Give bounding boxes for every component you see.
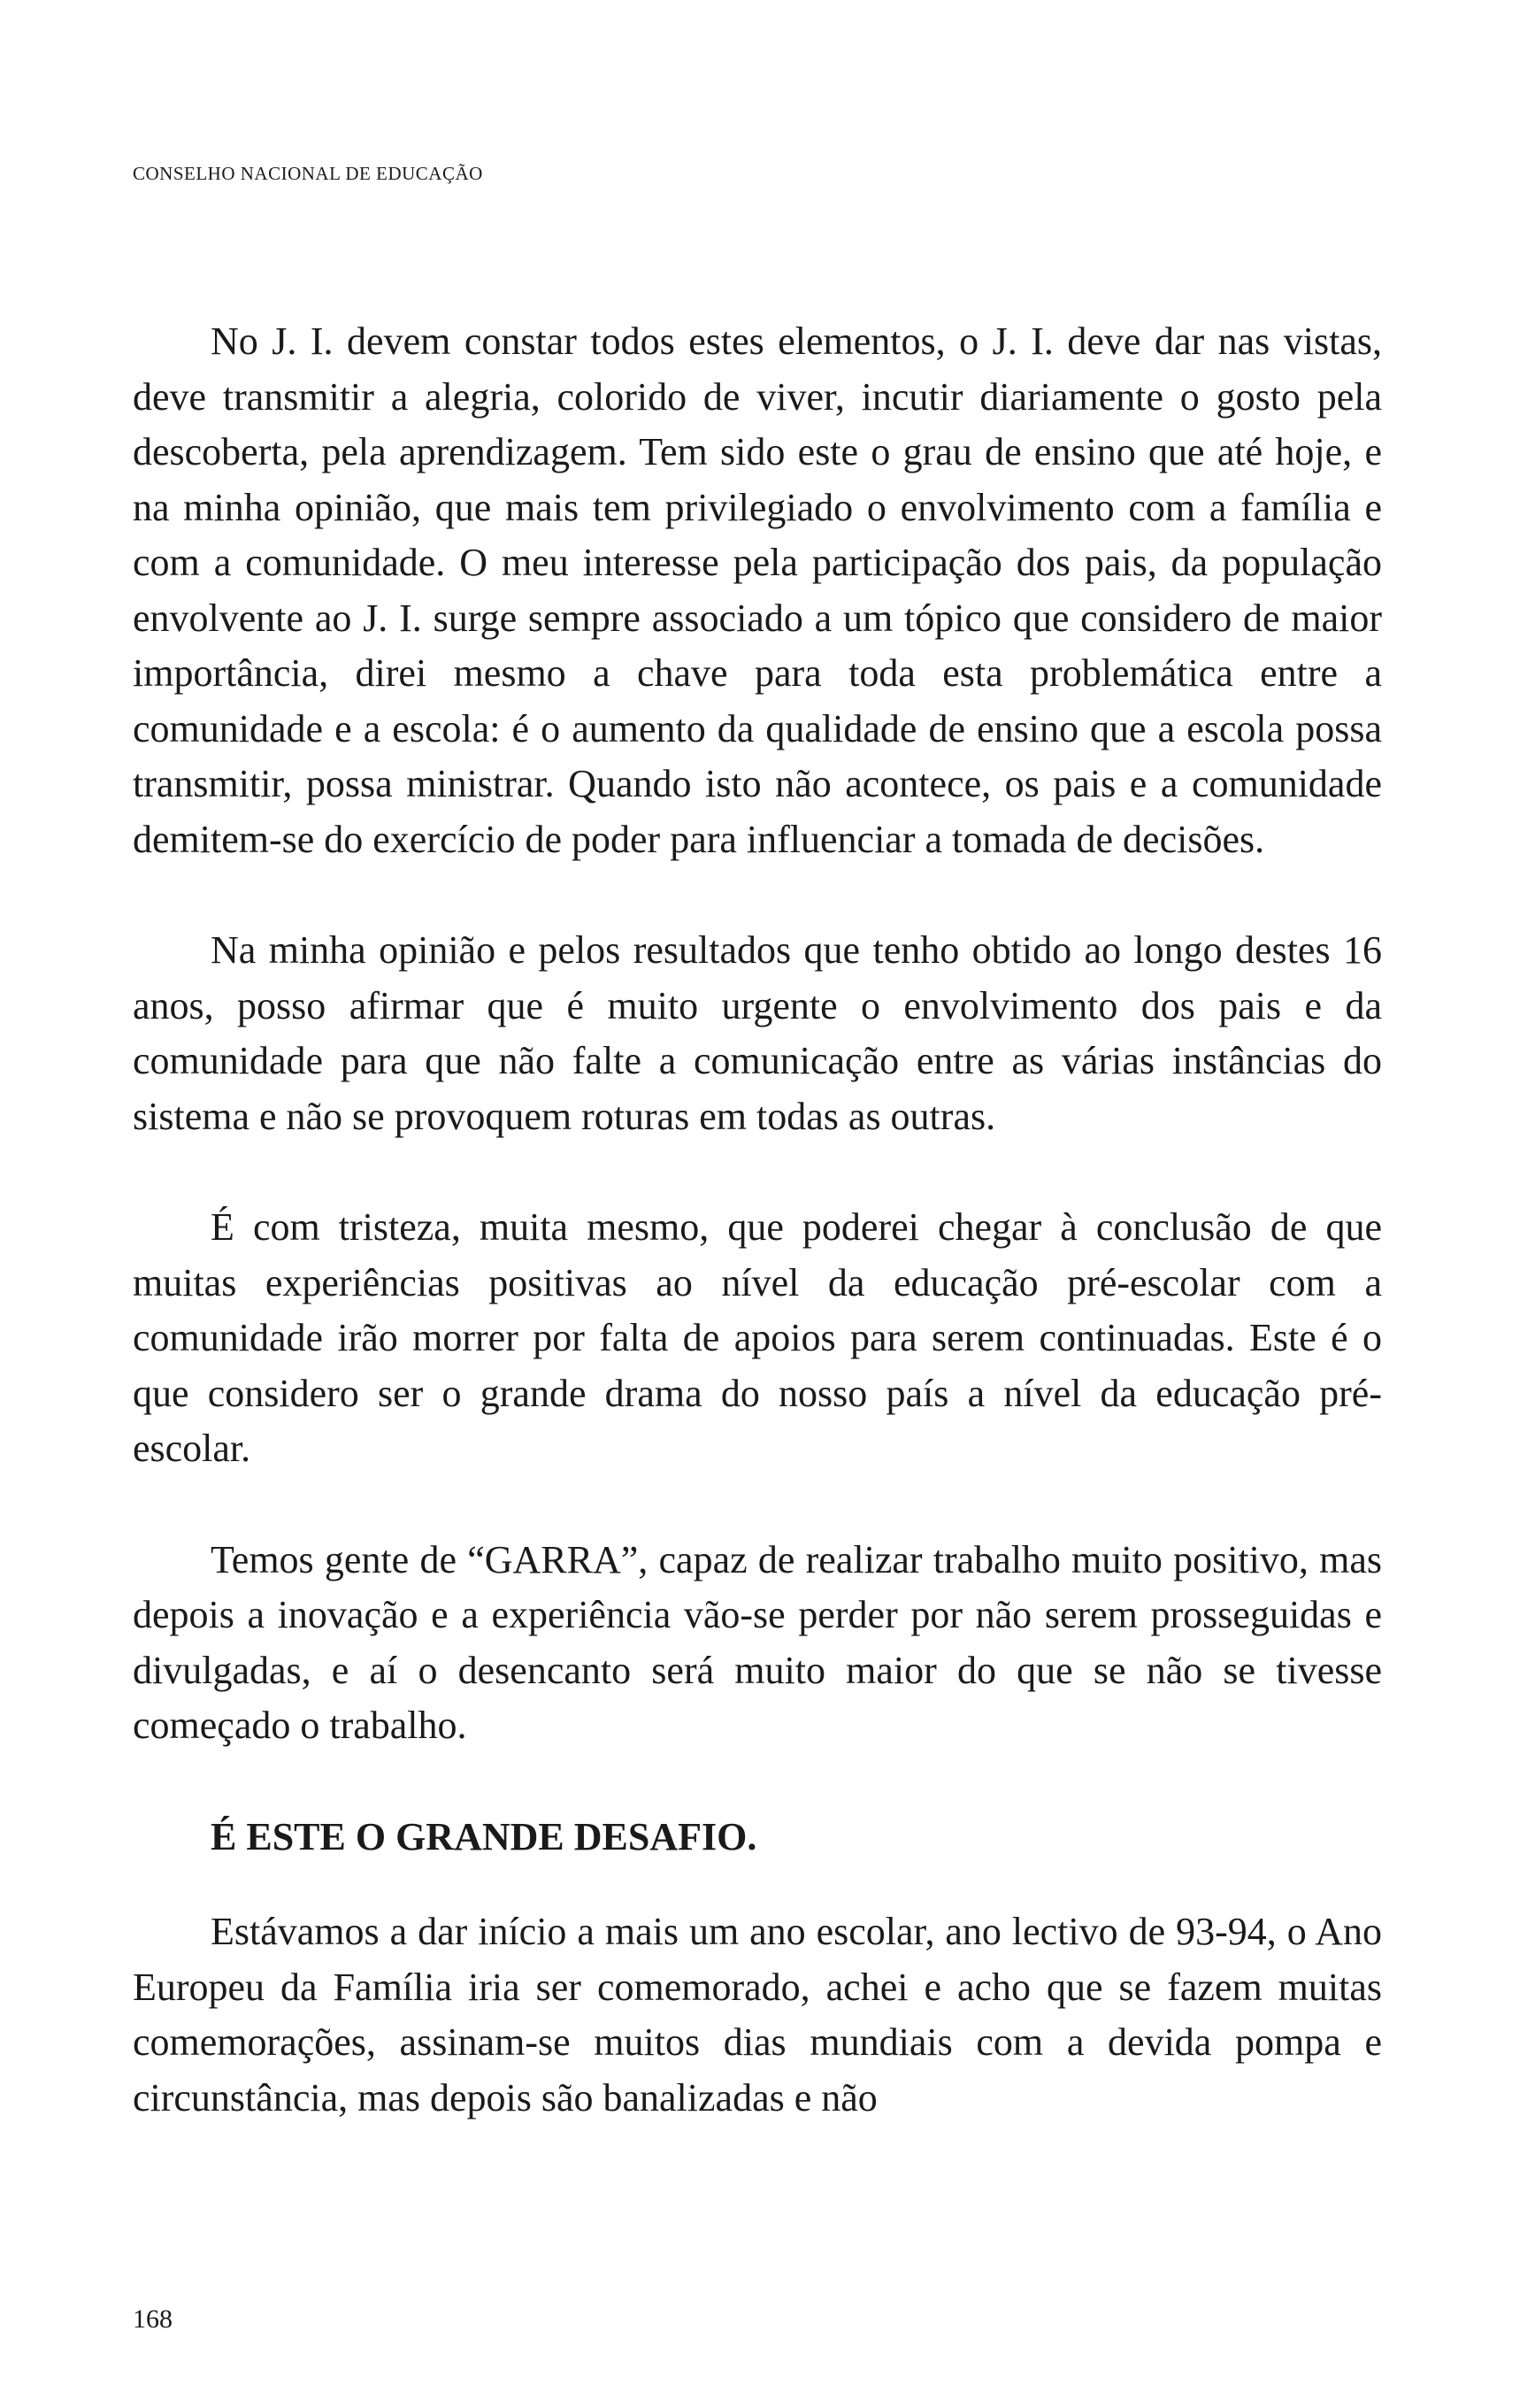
running-header: CONSELHO NACIONAL DE EDUCAÇÃO bbox=[133, 163, 483, 184]
paragraph-2: Na minha opinião e pelos resultados que tenho obtido ao longo destes 16 anos, posso afirmar que é muito urgente o envolvimento dos pais e da comunidade para que não falte a comunicação entre as várias instâncias do sistema e não se provoquem roturas em todas as outras. bbox=[133, 928, 1382, 1138]
section-heading: É ESTE O GRANDE DESAFIO. bbox=[211, 1814, 757, 1858]
paragraph-3: É com tristeza, muita mesmo, que poderei chegar à conclusão de que muitas experiências positivas ao nível da educação pré-escolar com a comunidade irão morrer por falta de apoios para serem continuadas. Este é o que considero ser o grande drama do nosso país a nível da educação pré-escolar. bbox=[133, 1205, 1382, 1470]
page-number: 168 bbox=[133, 2304, 173, 2334]
paragraph-1: No J. I. devem constar todos estes elementos, o J. I. deve dar nas vistas, deve transmitir a alegria, colorido de viver, incutir diariamente o gosto pela descoberta, pela aprendizagem. Tem sido este o grau de ensino que até hoje, e na minha opinião, que mais tem privilegiado o envolvimento com a família e com a comunidade. O meu interesse pela participação dos pais, da população envolvente ao J. I. surge sempre associado a um tópico que considero de maior importância, direi mesmo a chave para toda esta problemática entre a comunidade e a escola: é o aumento da qualidade de ensino que a escola possa transmitir, possa ministrar. Quando isto não acontece, os pais e a comunidade demitem-se do exercício de poder para influenciar a tomada de decisões. bbox=[133, 319, 1382, 861]
paragraph-4: Temos gente de “GARRA”, capaz de realizar trabalho muito positivo, mas depois a inovação e a experiência vão-se perder por não serem prosseguidas e divulgadas, e aí o desencanto será muito maior do que se não se tivesse começado o trabalho. bbox=[133, 1537, 1382, 1747]
paragraph-5: Estávamos a dar início a mais um ano escolar, ano lectivo de 93-94, o Ano Europeu da Família iria ser comemorado, achei e acho que se fazem muitas comemorações, assinam-se muitos dias mundiais com a devida pompa e circunstância, mas depois são banalizadas e não bbox=[133, 1910, 1382, 2120]
page-body bbox=[133, 314, 1382, 2181]
